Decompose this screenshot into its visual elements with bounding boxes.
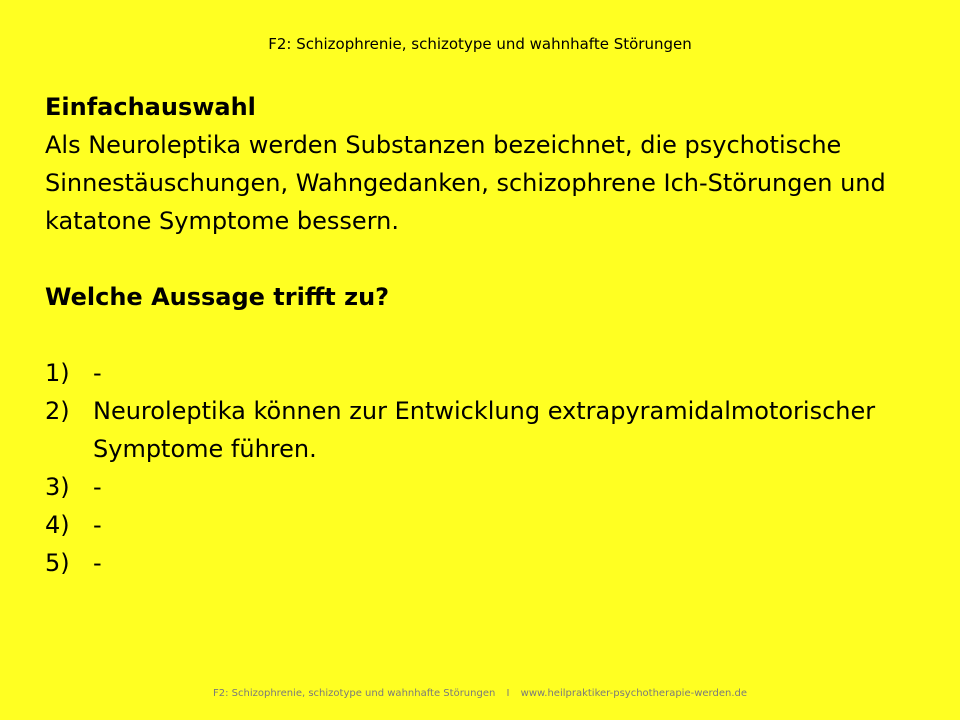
answer-option-4 <box>45 506 925 544</box>
spacer <box>45 316 925 354</box>
answer-option-5 <box>45 544 925 582</box>
answer-text: - <box>93 473 102 501</box>
answer-text: - <box>93 549 102 577</box>
answer-number: 1) <box>45 359 70 387</box>
answer-option-1 <box>45 354 925 392</box>
footer-separator: I <box>506 688 510 699</box>
answer-number: 5) <box>45 549 70 577</box>
answer-text: Neuroleptika können zur Entwicklung extrapyramidalmotorischer Symptome führen. <box>93 397 876 463</box>
footer-title: F2: Schizophrenie, schizotype und wahnhafte Störungen <box>213 688 496 699</box>
answer-text: - <box>93 359 102 387</box>
answer-list <box>45 354 925 582</box>
answer-number: 4) <box>45 511 70 539</box>
answer-number: 2) <box>45 397 70 425</box>
answer-number: 3) <box>45 473 70 501</box>
spacer <box>45 240 925 278</box>
slide-header: F2: Schizophrenie, schizotype und wahnhafte Störungen <box>268 35 692 53</box>
question-intro: Als Neuroleptika werden Substanzen bezeichnet, die psychotische Sinnestäuschungen, Wahngedanken, schizophrene Ich-Störungen und katatone Symptome bessern. <box>45 131 886 235</box>
slide-content <box>45 88 925 582</box>
answer-option-3 <box>45 468 925 506</box>
answer-text: - <box>93 511 102 539</box>
question-text: Welche Aussage trifft zu? <box>45 283 390 311</box>
question-type: Einfachauswahl <box>45 93 256 121</box>
slide-footer <box>0 687 960 701</box>
footer-url[interactable]: www.heilpraktiker-psychotherapie-werden.de <box>520 688 747 699</box>
answer-option-2 <box>45 392 925 468</box>
